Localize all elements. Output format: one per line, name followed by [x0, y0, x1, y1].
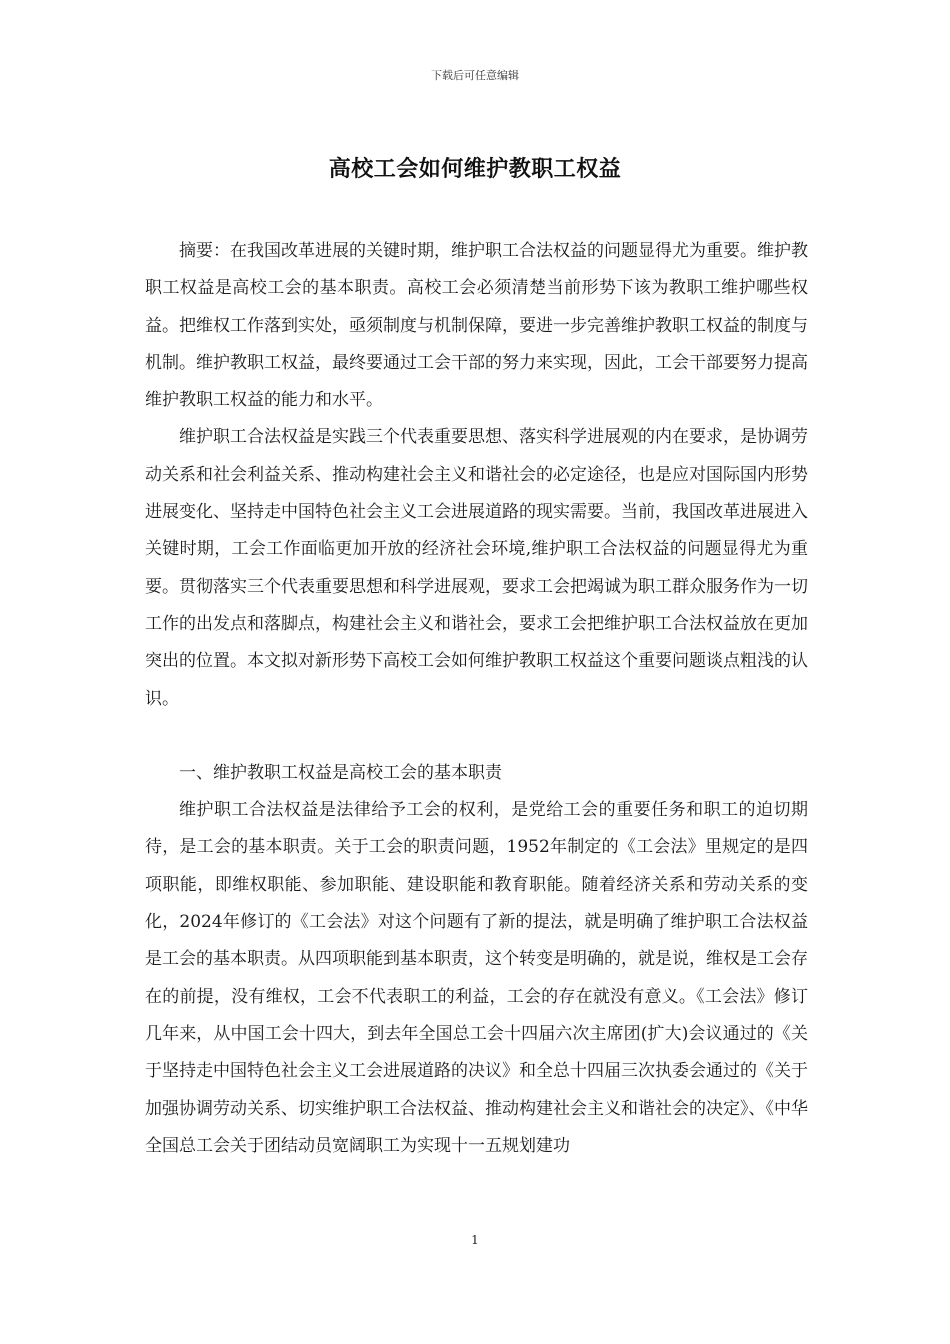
document-body [145, 233, 808, 1165]
section-paragraph: 维护职工合法权益是法律给予工会的权利，是党给工会的重要任务和职工的迫切期待，是工会的基本职责。关于工会的职责问题，1952年制定的《工会法》里规定的是四项职能，即维权职能、参加职能、建设职能和教育职能。随着经济关系和劳动关系的变化，2024年修订的《工会法》对这个问题有了新的提法，就是明确了维护职工合法权益是工会的基本职责。从四项职能到基本职责，这个转变是明确的，就是说，维权是工会存在的前提，没有维权，工会不代表职工的利益，工会的存在就没有意义。《工会法》修订几年来，从中国工会十四大，到去年全国总工会十四届六次主席团(扩大)会议通过的《关于坚持走中国特色社会主义工会进展道路的决议》和全总十四届三次执委会通过的《关于加强协调劳动关系、切实维护职工合法权益、推动构建社会主义和谐社会的决定》、《中华全国总工会关于团结动员宽阔职工为实现十一五规划建功 [145, 800, 808, 1156]
intro-paragraph: 维护职工合法权益是实践三个代表重要思想、落实科学进展观的内在要求，是协调劳动关系和社会利益关系、推动构建社会主义和谐社会的必定途径，也是应对国际国内形势进展变化、坚持走中国特色社会主义工会进展道路的现实需要。当前，我国改革进展进入关键时期，工会工作面临更加开放的经济社会环境,维护职工合法权益的问题显得尤为重要。贯彻落实三个代表重要思想和科学进展观，要求工会把竭诚为职工群众服务作为一切工作的出发点和落脚点，构建社会主义和谐社会，要求工会把维护职工合法权益放在更加突出的位置。本文拟对新形势下高校工会如何维护教职工权益这个重要问题谈点粗浅的认识。 [145, 427, 808, 709]
section-heading: 一、维护教职工权益是高校工会的基本职责 [179, 762, 502, 783]
header-note: 下载后可任意编辑 [431, 69, 519, 82]
abstract-paragraph: 摘要：在我国改革进展的关键时期，维护职工合法权益的问题显得尤为重要。维护教职工权益是高校工会的基本职责。高校工会必须清楚当前形势下该为教职工维护哪些权益。把维权工作落到实处，亟须制度与机制保障，要进一步完善维护教职工权益的制度与机制。维护教职工权益，最终要通过工会干部的努力来实现，因此，工会干部要努力提高维护教职工权益的能力和水平。 [145, 241, 808, 411]
document-title: 高校工会如何维护教职工权益 [328, 156, 622, 182]
page-number: 1 [471, 1233, 479, 1247]
